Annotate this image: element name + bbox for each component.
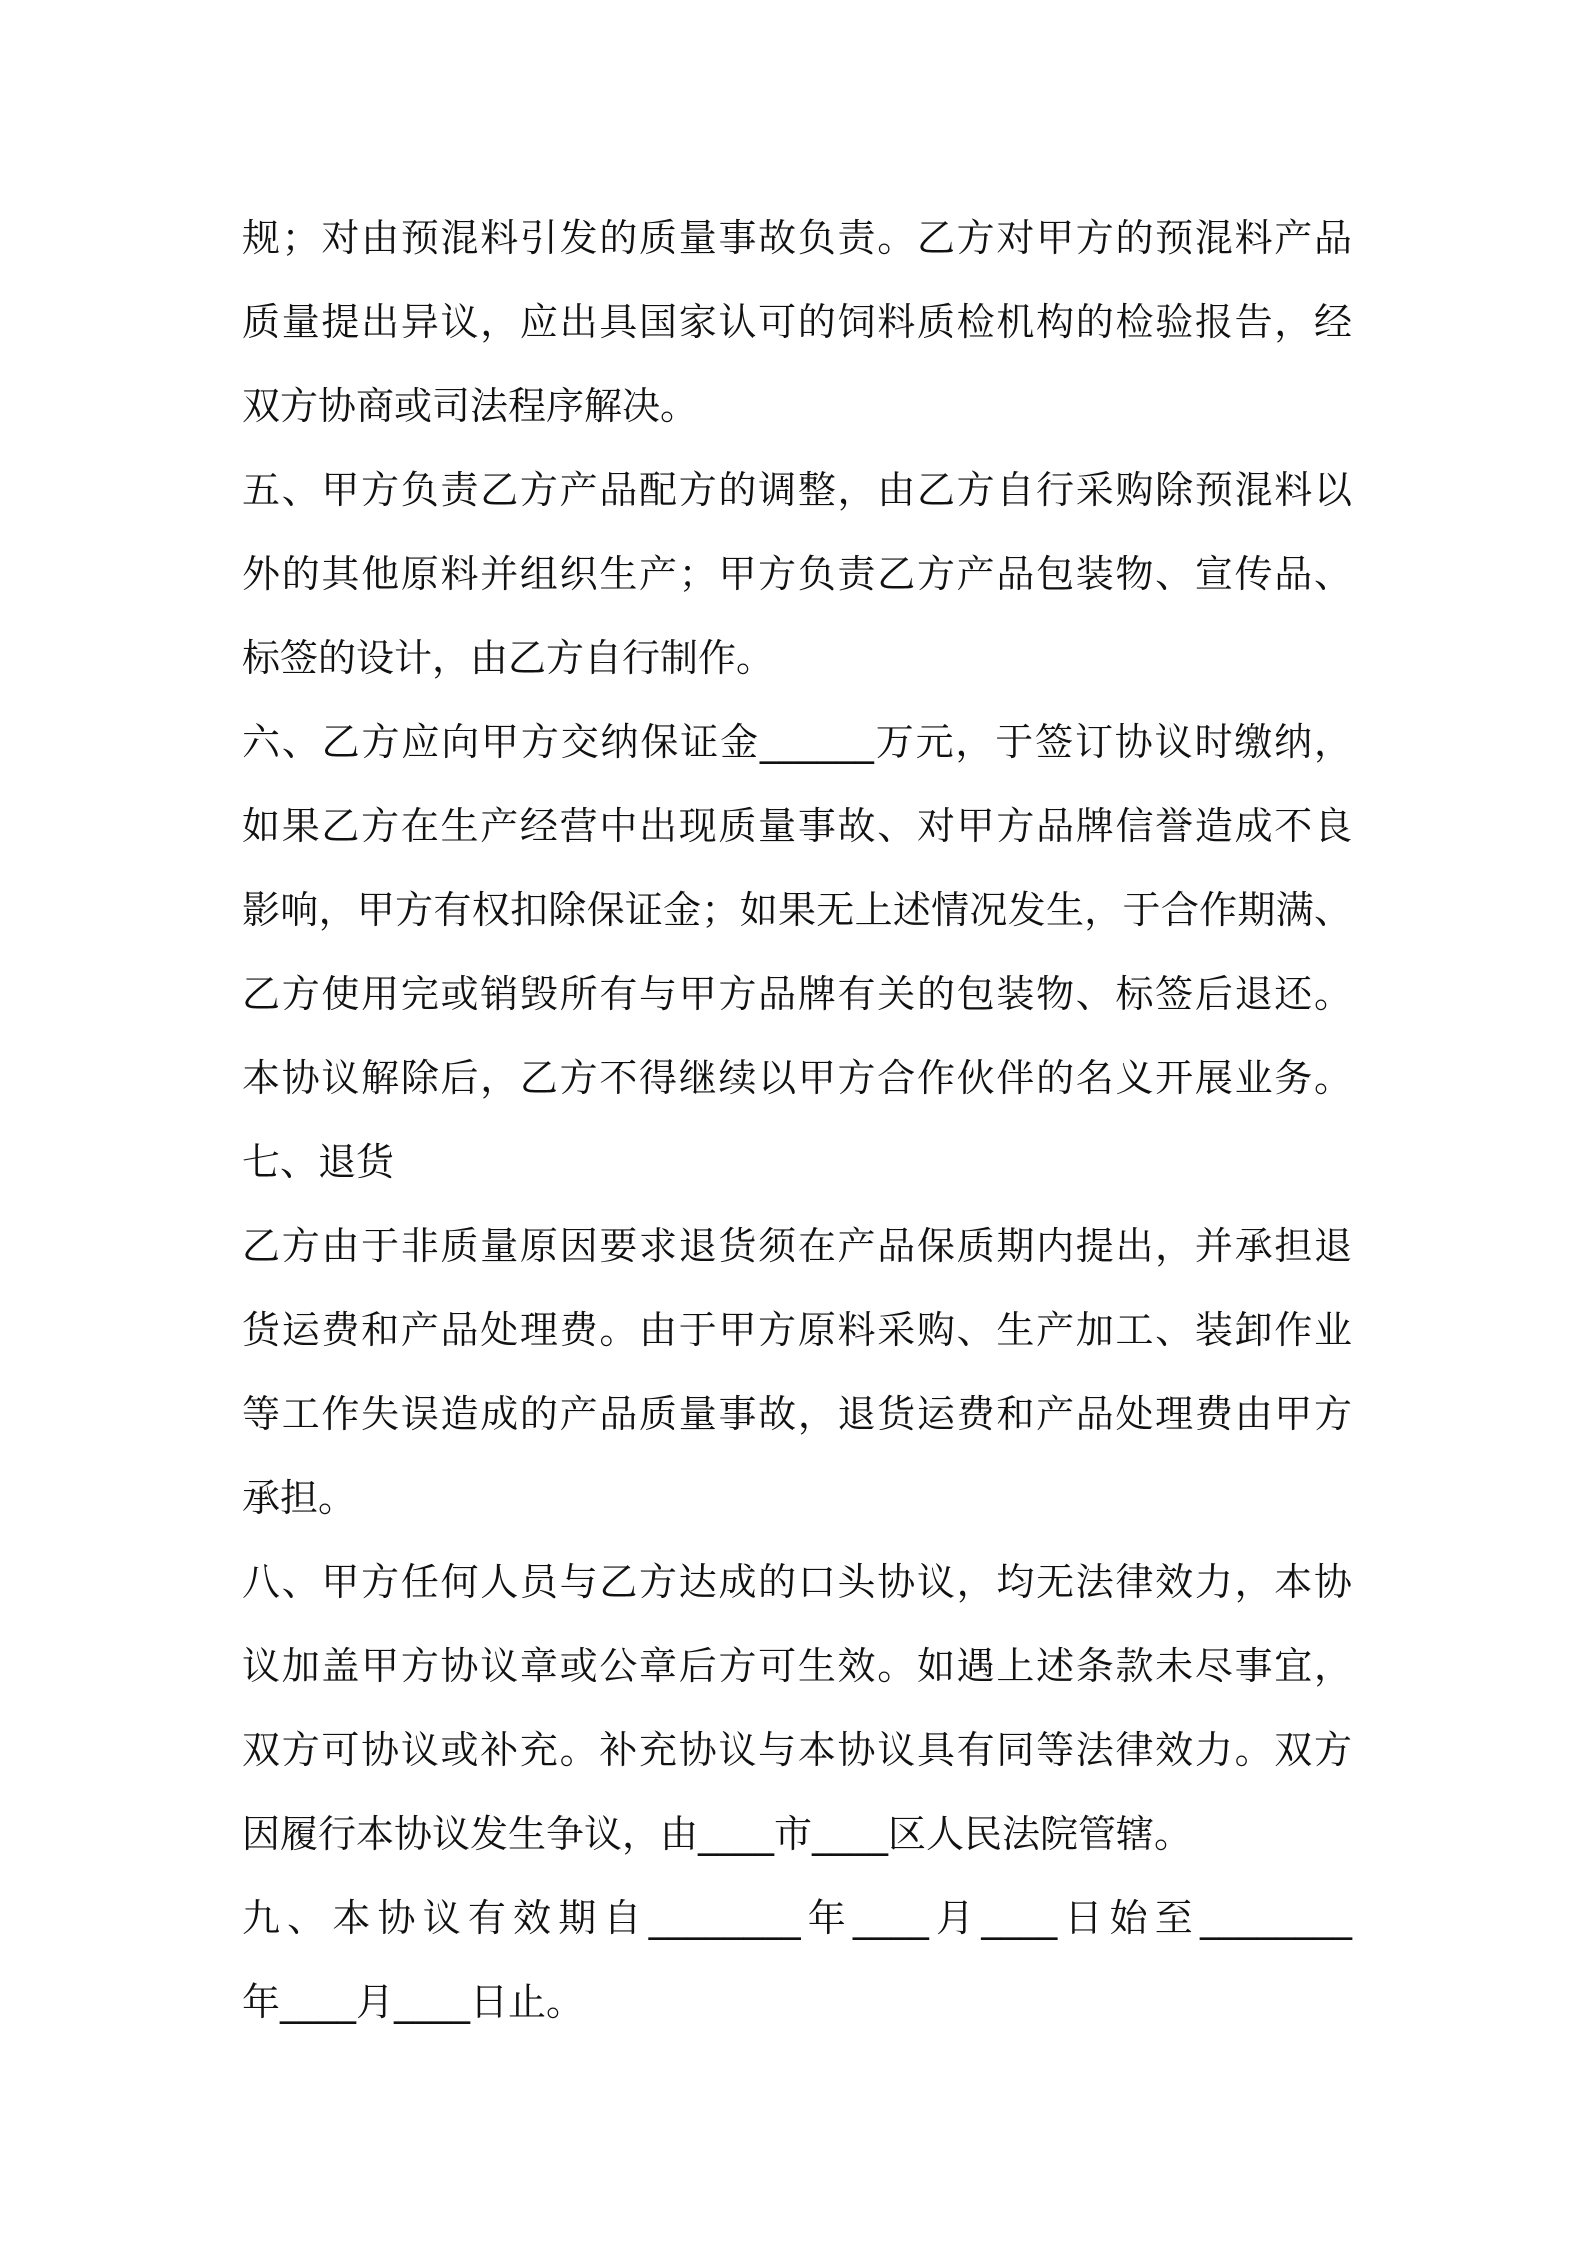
text-line: 年____月____日止。: [242, 1980, 585, 2024]
clause-6-line: 六、乙方应向甲方交纳保证金______万元，于签订协议时缴纳，: [242, 720, 1352, 764]
clause-5-line: 五、甲方负责乙方产品配方的调整，由乙方自行采购除预混料以: [242, 468, 1352, 512]
text-line: 双方可协议或补充。补充协议与本协议具有同等法律效力。双方: [242, 1728, 1352, 1772]
text-line: 标签的设计，由乙方自行制作。: [242, 636, 775, 680]
text-line: 乙方由于非质量原因要求退货须在产品保质期内提出，并承担退: [242, 1224, 1352, 1268]
text-line: 质量提出异议，应出具国家认可的饲料质检机构的检验报告，经: [242, 300, 1352, 344]
text-line: 货运费和产品处理费。由于甲方原料采购、生产加工、装卸作业: [242, 1308, 1352, 1352]
text-line: 外的其他原料并组织生产；甲方负责乙方产品包装物、宣传品、: [242, 552, 1352, 596]
clause-9-line: 九、本协议有效期自________年____月____日始至________: [242, 1896, 1352, 1940]
text-line: 影响，甲方有权扣除保证金；如果无上述情况发生，于合作期满、: [242, 888, 1352, 932]
clause-7-heading: 七、退货: [242, 1140, 395, 1184]
text-line: 双方协商或司法程序解决。: [242, 384, 699, 428]
clause-8-line: 八、甲方任何人员与乙方达成的口头协议，均无法律效力，本协: [242, 1560, 1352, 1604]
text-line: 因履行本协议发生争议，由____市____区人民法院管辖。: [242, 1812, 1193, 1856]
text-line: 本协议解除后，乙方不得继续以甲方合作伙伴的名义开展业务。: [242, 1056, 1352, 1100]
text-line: 议加盖甲方协议章或公章后方可生效。如遇上述条款未尽事宜，: [242, 1644, 1352, 1688]
text-line: 如果乙方在生产经营中出现质量事故、对甲方品牌信誉造成不良: [242, 804, 1352, 848]
text-line: 规；对由预混料引发的质量事故负责。乙方对甲方的预混料产品: [242, 216, 1352, 260]
text-line: 承担。: [242, 1476, 357, 1520]
text-line: 等工作失误造成的产品质量事故，退货运费和产品处理费由甲方: [242, 1392, 1352, 1436]
contract-body: [242, 196, 1352, 2044]
text-line: 乙方使用完或销毁所有与甲方品牌有关的包装物、标签后退还。: [242, 972, 1352, 1016]
